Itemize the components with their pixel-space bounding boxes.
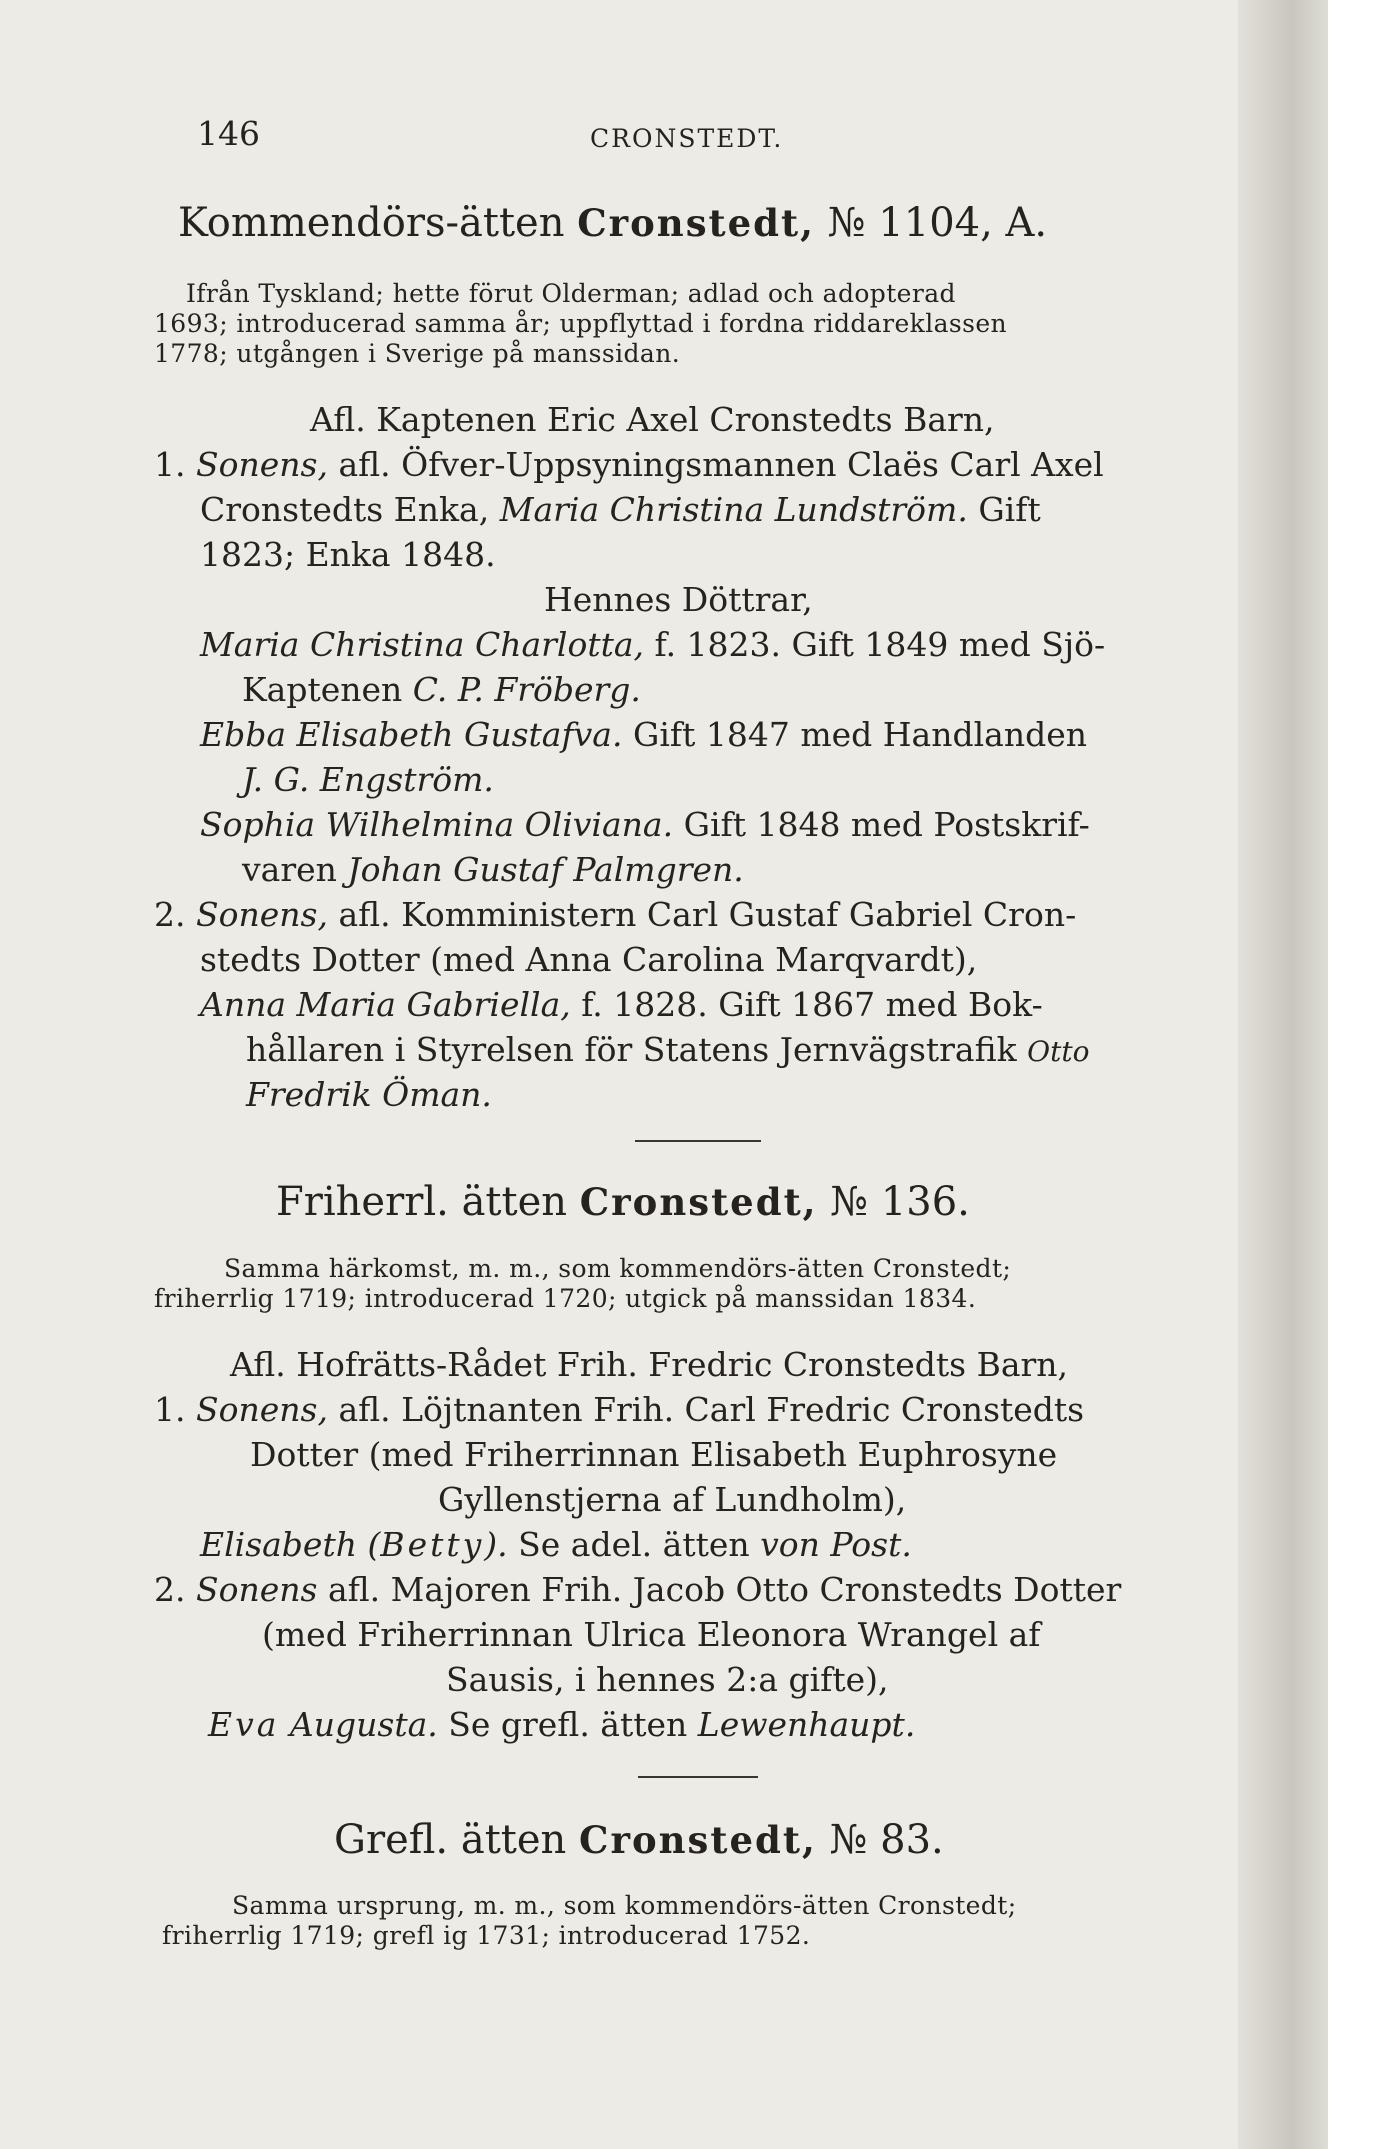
text-line: 1. Sonens, afl. Löjtnanten Frih. Carl Fredric Cronstedts	[154, 1390, 1085, 1429]
text-line: stedts Dotter (med Anna Carolina Marqvardt),	[200, 940, 978, 979]
page-edge	[1328, 0, 1377, 2149]
running-title: CRONSTEDT.	[590, 124, 784, 153]
intro-line: 1693; introducerad samma år; uppflyttad i fordna riddareklassen	[154, 309, 1008, 338]
text-line: Hennes Döttrar,	[544, 580, 813, 619]
text-line: J. G. Engström.	[242, 760, 494, 799]
section-divider	[635, 1140, 761, 1142]
section-title-friherrl: Friherrl. ätten Cronstedt, № 136.	[276, 1179, 970, 1225]
text-line: Sophia Wilhelmina Oliviana. Gift 1848 med Postskrif-	[200, 805, 1090, 844]
text-line: Afl. Kaptenen Eric Axel Cronstedts Barn,	[310, 400, 995, 439]
intro-line: Samma härkomst, m. m., som kommendörs-ätten Cronstedt;	[224, 1254, 1012, 1283]
intro-line: friherrlig 1719; introducerad 1720; utgick på manssidan 1834.	[154, 1284, 977, 1313]
text-line: Cronstedts Enka, Maria Christina Lundström. Gift	[200, 490, 1041, 529]
text-line: Gyllenstjerna af Lundholm),	[438, 1480, 907, 1519]
text-line: Elisabeth (Betty). Se adel. ätten von Post.	[200, 1525, 912, 1564]
text-line: 2. Sonens, afl. Komministern Carl Gustaf Gabriel Cron-	[154, 895, 1077, 934]
page-gutter	[1238, 0, 1328, 2149]
text-line: Sausis, i hennes 2:a gifte),	[446, 1660, 889, 1699]
section-title-kommendors: Kommendörs-ätten Cronstedt, № 1104, A.	[178, 200, 1048, 246]
intro-line: Ifrån Tyskland; hette förut Olderman; adlad och adopterad	[186, 279, 956, 308]
section-divider	[638, 1776, 758, 1778]
family-name: Cronstedt,	[579, 1818, 817, 1862]
text-line: Maria Christina Charlotta, f. 1823. Gift 1849 med Sjö-	[200, 625, 1106, 664]
section-title-grefl: Grefl. ätten Cronstedt, № 83.	[334, 1817, 944, 1863]
intro-line: friherrlig 1719; grefl ig 1731; introducerad 1752.	[162, 1921, 811, 1950]
family-name: Cronstedt,	[579, 1180, 818, 1224]
text-line: Dotter (med Friherrinnan Elisabeth Euphrosyne	[250, 1435, 1058, 1474]
page-number: 146	[197, 114, 260, 153]
text-line: 1. Sonens, afl. Öfver-Uppsyningsmannen Claës Carl Axel	[154, 445, 1104, 484]
text-line: Afl. Hofrätts-Rådet Frih. Fredric Cronstedts Barn,	[230, 1345, 1069, 1384]
text-line: Kaptenen C. P. Fröberg.	[242, 670, 641, 709]
intro-line: 1778; utgången i Sverige på manssidan.	[154, 339, 681, 368]
text-line: varen Johan Gustaf Palmgren.	[242, 850, 744, 889]
text-line: Anna Maria Gabriella, f. 1828. Gift 1867 med Bok-	[200, 985, 1043, 1024]
text-line: 1823; Enka 1848.	[200, 535, 496, 574]
text-line: Ebba Elisabeth Gustafva. Gift 1847 med Handlanden	[200, 715, 1087, 754]
family-name: Cronstedt,	[577, 201, 816, 245]
text-line: (med Friherrinnan Ulrica Eleonora Wrangel af	[262, 1615, 1041, 1654]
intro-line: Samma ursprung, m. m., som kommendörs-ätten Cronstedt;	[232, 1891, 1017, 1920]
text-line: 2. Sonens afl. Majoren Frih. Jacob Otto Cronstedts Dotter	[154, 1570, 1122, 1609]
text-line: Fredrik Öman.	[246, 1075, 492, 1114]
text-line: Eva Augusta. Se grefl. ätten Lewenhaupt.	[208, 1705, 916, 1744]
text-line: hållaren i Styrelsen för Statens Jernvägstrafik Otto	[246, 1030, 1090, 1069]
